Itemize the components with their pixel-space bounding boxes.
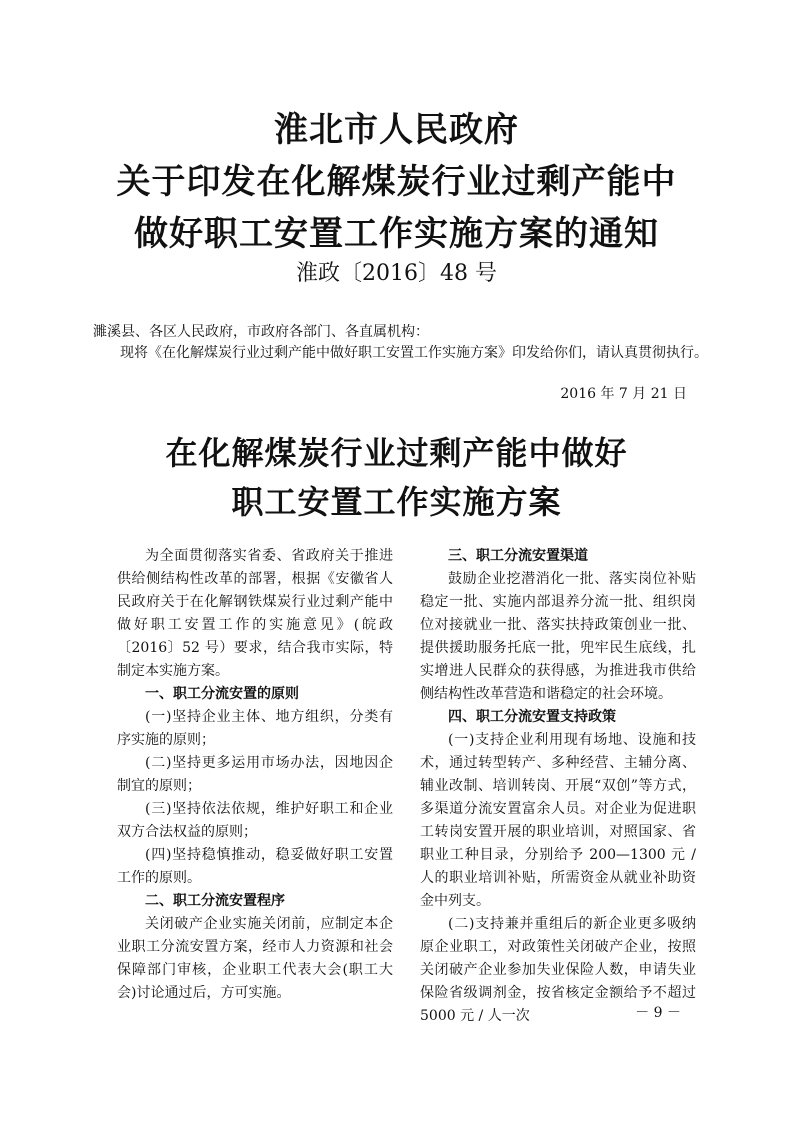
section-3-heading: 三、职工分流安置渠道 xyxy=(448,548,588,564)
issue-date: 2016 年 7 月 21 日 xyxy=(560,386,687,402)
policy-2: (二)支持兼并重组后的新企业更多吸纳原企业职工，对政策性关闭破产企业，按照关闭破产企业参加失业保险人数，申请失业保险省级调剂金，按省核定金额给予不超过 5000 元 / 人一次 xyxy=(420,916,696,1024)
section-3-body: 鼓励企业挖潜消化一批、落实岗位补贴稳定一批、实施内部退养分流一批、组织岗位对接就业一批、落实扶持政策创业一批、提供援助服务托底一批，兜牢民生底线，扎实增进人民群众的获得感，为推进我市供给侧结构性改革营造和谐稳定的社会环境。 xyxy=(420,571,696,702)
principle-3: (三)坚持依法依规，维护好职工和企业双方合法权益的原则； xyxy=(117,801,393,840)
notice-title-line-3: 做好职工安置工作实施方案的通知 xyxy=(134,214,659,254)
principle-1: (一)坚持企业主体、地方组织，分类有序实施的原则； xyxy=(117,709,393,748)
plan-title-line-2: 职工安置工作实施方案 xyxy=(231,483,562,521)
principle-2: (二)坚持更多运用市场办法，因地因企制宜的原则； xyxy=(117,755,393,794)
page-number: － 9 － xyxy=(635,1005,681,1021)
addressee: 濉溪县、各区人民政府，市政府各部门、各直属机构： xyxy=(93,324,429,340)
intro-paragraph: 为全面贯彻落实省委、省政府关于推进供给侧结构性改革的部署，根据《安徽省人民政府关于在化解钢铁煤炭行业过剩产能中做好职工安置工作的实施意见》(皖政〔2016〕52 号）要求，结合我市实际，特制定本实施方案。 xyxy=(117,548,393,679)
section-2-heading: 二、职工分流安置程序 xyxy=(145,893,285,909)
section-1-heading: 一、职工分流安置的原则 xyxy=(145,686,299,702)
section-2-body: 关闭破产企业实施关闭前，应制定本企业职工分流安置方案，经市人力资源和社会保障部门审核，企业职工代表大会(职工大会)讨论通过后，方可实施。 xyxy=(117,916,393,1001)
plan-title-line-1: 在化解煤炭行业过剩产能中做好 xyxy=(165,434,628,472)
left-column xyxy=(117,545,393,1005)
principle-4: (四)坚持稳慎推动，稳妥做好职工安置工作的原则。 xyxy=(117,847,393,886)
document-number: 淮政〔2016〕48 号 xyxy=(296,261,497,286)
policy-1: (一)支持企业利用现有场地、设施和技术，通过转型转产、多种经营、主辅分离、辅业改制、培训转岗、开展“双创”等方式，多渠道分流安置富余人员。对企业为促进职工转岗安置开展的职业培训，对照国家、省职业工种目录，分别给予 200—1300 元 / 人的职业培训补贴，所需资金从就业补助资金中列支。 xyxy=(420,732,696,909)
section-4-heading: 四、职工分流安置支持政策 xyxy=(448,709,616,725)
notice-title-line-1: 淮北市人民政府 xyxy=(274,110,519,150)
notice-title-line-2: 关于印发在化解煤炭行业过剩产能中 xyxy=(116,162,677,202)
right-column xyxy=(420,545,696,1028)
notice-text: 现将《在化解煤炭行业过剩产能中做好职工安置工作实施方案》印发给你们，请认真贯彻执行。 xyxy=(120,345,708,361)
